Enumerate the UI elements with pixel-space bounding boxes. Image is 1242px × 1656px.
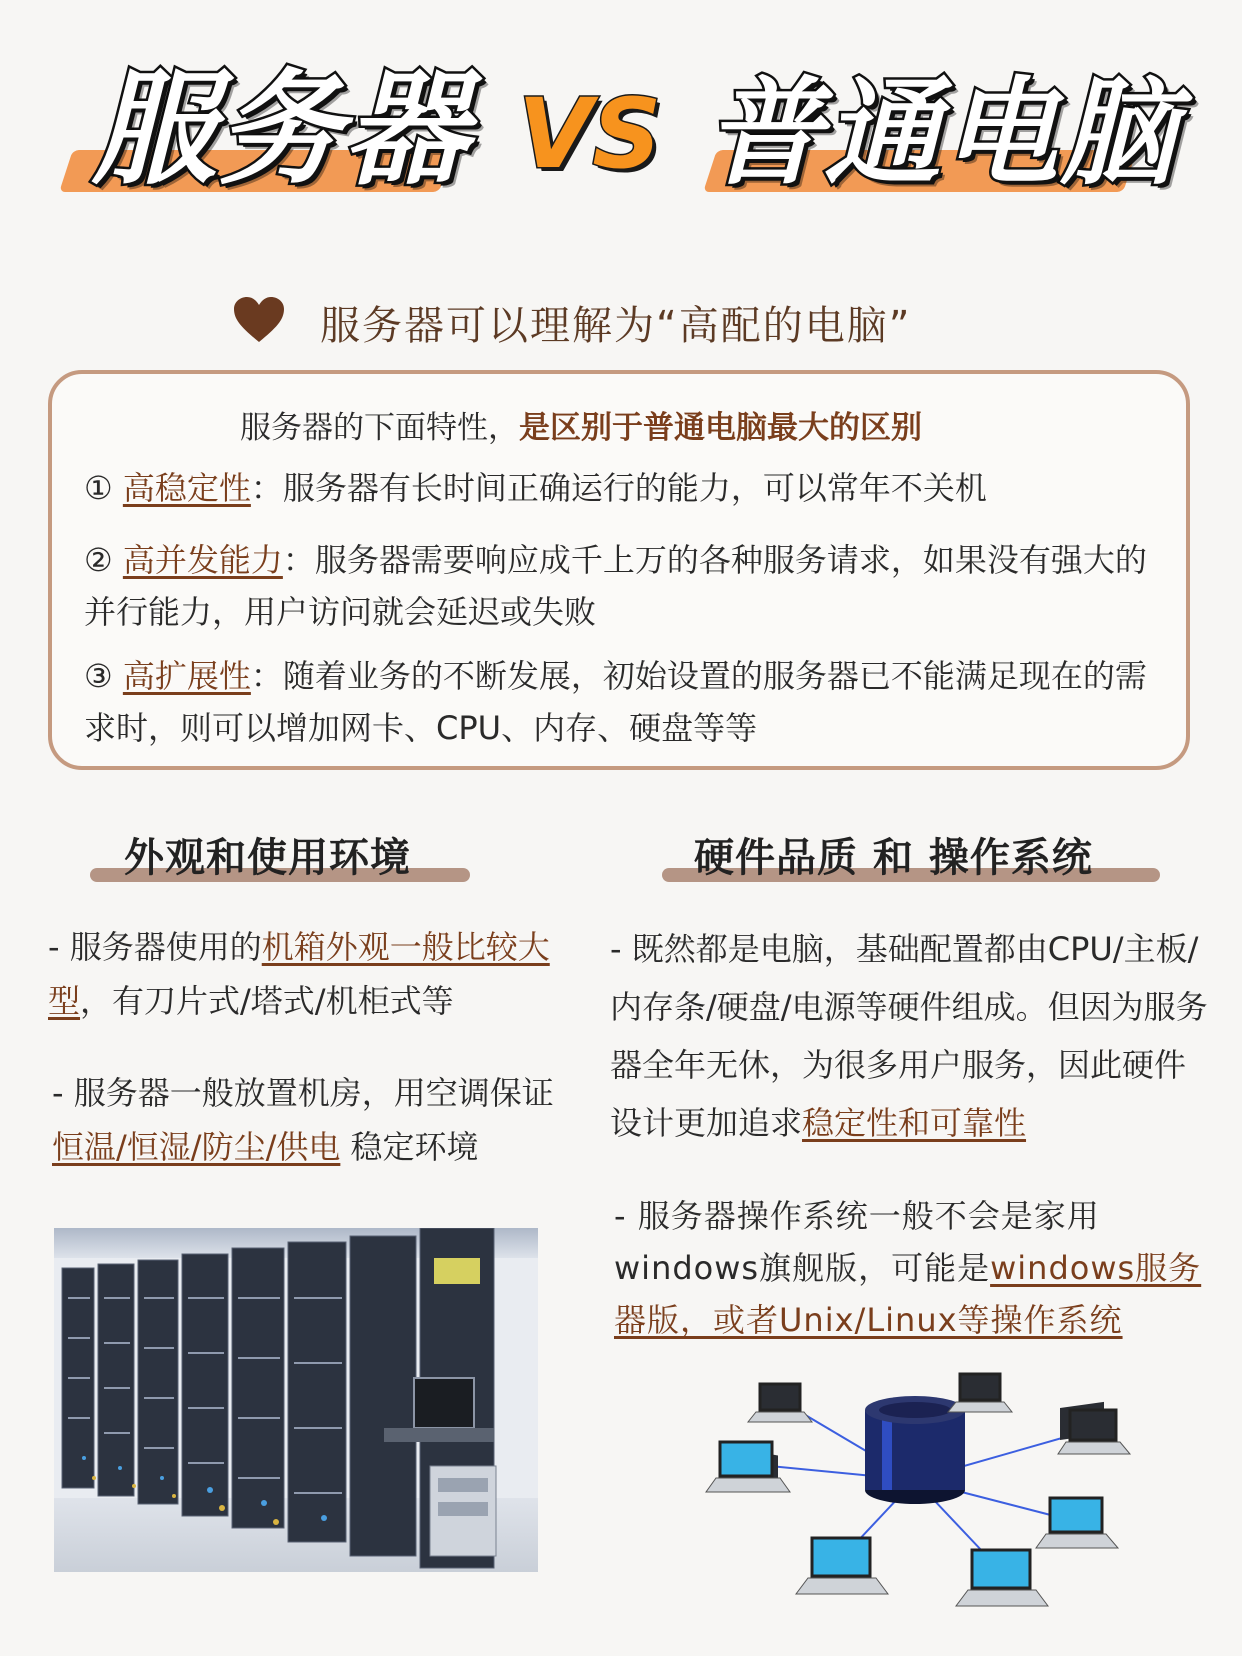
intro-plain: 服务器的下面特性， [240, 410, 519, 446]
right-section-title: 硬件品质 和 操作系统 [694, 835, 1093, 881]
subtitle: 服务器可以理解为“高配的电脑” [320, 303, 912, 349]
feature-item-scalability [84, 650, 1154, 754]
feature-text: 服务器需要响应成千上万的各种服务请求，如果没有强大的并行能力，用户访问就会延迟或失败 [84, 541, 1147, 631]
left-title: 服务器 [92, 58, 471, 202]
text-key: 稳定性和可靠性 [802, 1104, 1027, 1142]
feature-item-stability [84, 462, 1154, 514]
text-plain: ，有刀片式/塔式/机柜式等 [80, 982, 454, 1020]
feature-num: ② [84, 541, 123, 579]
text-plain: - 服务器使用的 [48, 928, 262, 966]
right-title: 普通电脑 [706, 66, 1178, 201]
right-paragraph-2 [614, 1190, 1220, 1346]
left-paragraph-1 [48, 920, 568, 1028]
text-plain: 稳定环境 [340, 1128, 479, 1166]
feature-item-concurrency [84, 534, 1154, 638]
vs-label: VS [518, 78, 662, 190]
text-key: 恒温/恒湿/防尘/供电 [52, 1128, 341, 1166]
feature-key: 高稳定性 [122, 469, 251, 507]
text-plain: - 服务器操作系统一般不会是家用windows旗舰版，可能是 [614, 1197, 1100, 1287]
left-paragraph-2 [52, 1066, 572, 1174]
network-diagram-illustration [690, 1370, 1160, 1620]
text-key: windows服务器版，或者Unix/Linux等操作系统 [614, 1249, 1202, 1339]
heart-icon [232, 296, 286, 344]
text-key: 机箱外观一般比较大型 [48, 928, 550, 1020]
features-intro [240, 402, 922, 447]
right-paragraph-1 [610, 920, 1210, 1152]
feature-text: 服务器有长时间正确运行的能力，可以常年不关机 [282, 469, 987, 507]
feature-key: 高扩展性 [122, 657, 251, 695]
text-plain: - 既然都是电脑，基础配置都由CPU/主板/内存条/硬盘/电源等硬件组成。但因为服务器全年无休，为很多用户服务，因此硬件设计更加追求 [610, 930, 1208, 1142]
feature-num: ③ [84, 657, 123, 695]
feature-sep: ： [250, 657, 283, 695]
intro-strong: 是区别于普通电脑最大的区别 [519, 410, 922, 446]
feature-text: 随着业务的不断发展，初始设置的服务器已不能满足现在的需求时，则可以增加网卡、CPU、内存、硬盘等等 [84, 657, 1147, 747]
feature-sep: ： [250, 469, 283, 507]
feature-key: 高并发能力 [122, 541, 283, 579]
text-plain: - 服务器一般放置机房，用空调保证 [52, 1074, 554, 1112]
feature-sep: ： [282, 541, 315, 579]
server-room-photo [54, 1228, 538, 1572]
feature-num: ① [84, 469, 123, 507]
left-section-title: 外观和使用环境 [124, 835, 411, 881]
